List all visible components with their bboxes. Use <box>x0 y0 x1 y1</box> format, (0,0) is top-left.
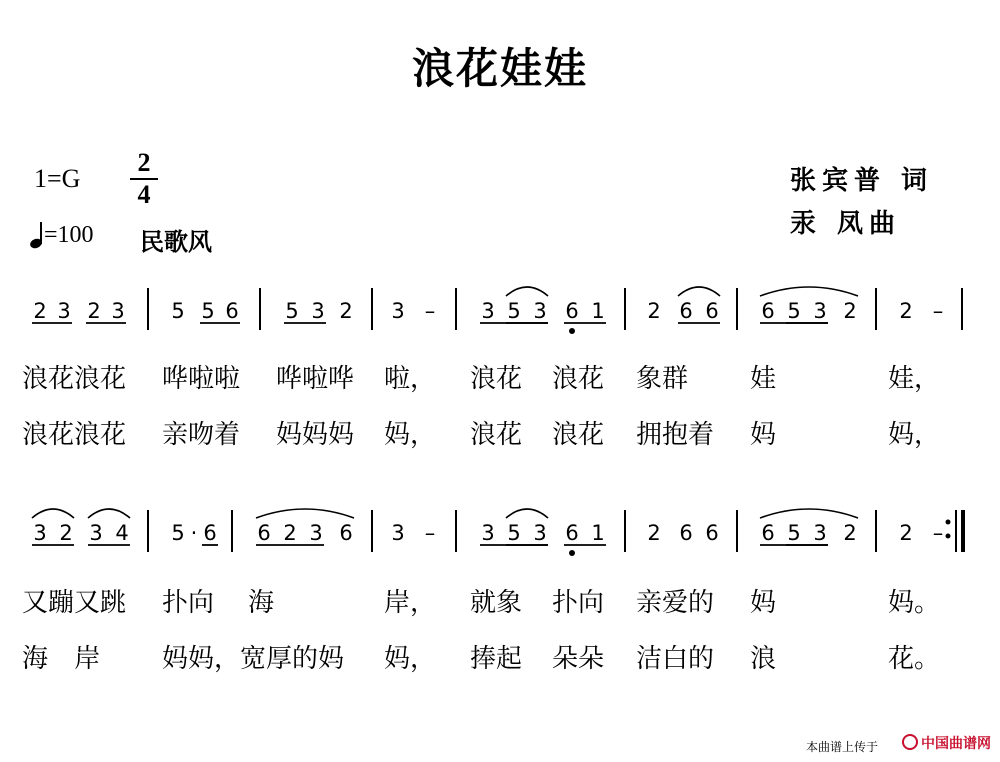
time-sig-bottom: 4 <box>137 180 151 209</box>
note: 3 <box>813 299 827 323</box>
note: 3 <box>309 521 323 545</box>
note: 2 <box>283 521 297 545</box>
lyric-word: 妈。 <box>888 588 941 618</box>
note: 5 <box>171 521 185 545</box>
note: 2 <box>843 521 857 545</box>
slur <box>678 287 720 296</box>
song-title: 浪花娃娃 <box>411 44 588 93</box>
time-sig-top: 2 <box>137 148 151 177</box>
note: 1 <box>591 521 605 545</box>
lyric-word: 象群 <box>636 364 689 394</box>
lyric-word: 捧起 <box>470 644 523 674</box>
octave-dot <box>569 550 575 556</box>
dash-note: – <box>932 299 944 323</box>
note: 5 <box>787 521 801 545</box>
note: 3 <box>481 521 495 545</box>
dash-note: – <box>424 299 436 323</box>
note: 3 <box>813 521 827 545</box>
slur <box>32 509 74 518</box>
site-logo[interactable] <box>902 733 991 753</box>
note: 3 <box>111 299 125 323</box>
slur <box>506 287 548 296</box>
tempo-value: =100 <box>44 222 94 248</box>
lyric-word: 妈， <box>384 644 437 674</box>
note: 3 <box>533 299 547 323</box>
style-marking: 民歌风 <box>140 228 212 256</box>
note: 6 <box>705 521 719 545</box>
lyric-word: 亲爱的 <box>636 588 715 618</box>
lyric-word: 妈妈妈 <box>276 420 355 450</box>
lyric-word: 海 <box>248 588 275 618</box>
lyricist-credit: 张宾普 词 <box>790 166 934 196</box>
note: 6 <box>679 299 693 323</box>
note: 2 <box>87 299 101 323</box>
note: 6 <box>679 521 693 545</box>
lyric-word: 就象 <box>470 588 523 618</box>
note: 3 <box>533 521 547 545</box>
lyric-word: 海 岸 <box>22 644 101 674</box>
note: 3 <box>311 299 325 323</box>
lyric-word: 浪花 <box>470 420 523 450</box>
note: 6 <box>225 299 239 323</box>
note: 5 <box>507 299 521 323</box>
note: 2 <box>647 521 661 545</box>
note: 2 <box>647 299 661 323</box>
lyric-word: 又蹦又跳 <box>22 588 127 618</box>
note: 3 <box>481 299 495 323</box>
octave-dot <box>569 328 575 334</box>
lyric-word: 啦， <box>384 364 437 394</box>
slur <box>506 509 548 518</box>
composer-credit: 汞 凤曲 <box>790 209 902 239</box>
note: 6 <box>203 521 217 545</box>
lyric-word: 扑向 <box>162 588 215 618</box>
lyric-word: 洁白的 <box>636 644 715 674</box>
dot-note: · <box>190 521 198 545</box>
note: 3 <box>89 521 103 545</box>
lyric-word: 娃 <box>750 364 777 394</box>
lyric-word: 娃， <box>888 364 941 394</box>
lyric-word: 浪花 <box>552 420 605 450</box>
note: 1 <box>591 299 605 323</box>
note: 3 <box>57 299 71 323</box>
lyric-word: 哗啦啦 <box>162 364 241 394</box>
site-name: 中国曲谱网 <box>921 736 991 752</box>
slur <box>760 287 858 296</box>
note: 5 <box>507 521 521 545</box>
site-logo-icon <box>902 734 918 750</box>
note: 5 <box>787 299 801 323</box>
note: 5 <box>285 299 299 323</box>
lyric-word: 妈妈，宽厚的妈 <box>162 644 345 674</box>
lyric-word: 浪花浪花 <box>22 420 127 450</box>
lyric-word: 朵朵 <box>552 644 605 674</box>
lyric-word: 浪 <box>750 644 777 674</box>
lyric-word: 浪花浪花 <box>22 364 127 394</box>
lyric-word: 浪花 <box>552 364 605 394</box>
repeat-dot <box>946 534 951 539</box>
note: 5 <box>201 299 215 323</box>
slur <box>760 509 858 518</box>
note: 2 <box>843 299 857 323</box>
lyric-word: 亲吻着 <box>162 420 241 450</box>
note: 2 <box>339 299 353 323</box>
lyric-word: 扑向 <box>552 588 605 618</box>
note: 2 <box>33 299 47 323</box>
note: 3 <box>33 521 47 545</box>
slur <box>256 509 354 518</box>
note: 2 <box>59 521 73 545</box>
key-signature: 1=G <box>34 164 81 193</box>
lyric-word: 花。 <box>888 644 941 674</box>
dash-note: – <box>932 521 944 545</box>
lyric-word: 妈 <box>750 588 777 618</box>
lyric-word: 拥抱着 <box>636 420 715 450</box>
note: 4 <box>115 521 129 545</box>
slur <box>88 509 130 518</box>
note: 2 <box>899 521 913 545</box>
note: 6 <box>761 299 775 323</box>
note: 6 <box>257 521 271 545</box>
lyric-word: 岸， <box>384 588 437 618</box>
note: 3 <box>391 521 405 545</box>
lyric-word: 浪花 <box>470 364 523 394</box>
note: 6 <box>565 299 579 323</box>
upload-note: 本曲谱上传于 <box>806 740 879 754</box>
lyric-word: 妈， <box>384 420 437 450</box>
note: 6 <box>339 521 353 545</box>
note: 3 <box>391 299 405 323</box>
note: 5 <box>171 299 185 323</box>
repeat-dot <box>946 520 951 525</box>
lyric-word: 妈， <box>888 420 941 450</box>
note: 6 <box>761 521 775 545</box>
note: 6 <box>565 521 579 545</box>
dash-note: – <box>424 521 436 545</box>
lyric-word: 哗啦哗 <box>276 364 355 394</box>
note: 2 <box>899 299 913 323</box>
note: 6 <box>705 299 719 323</box>
lyric-word: 妈 <box>750 420 777 450</box>
